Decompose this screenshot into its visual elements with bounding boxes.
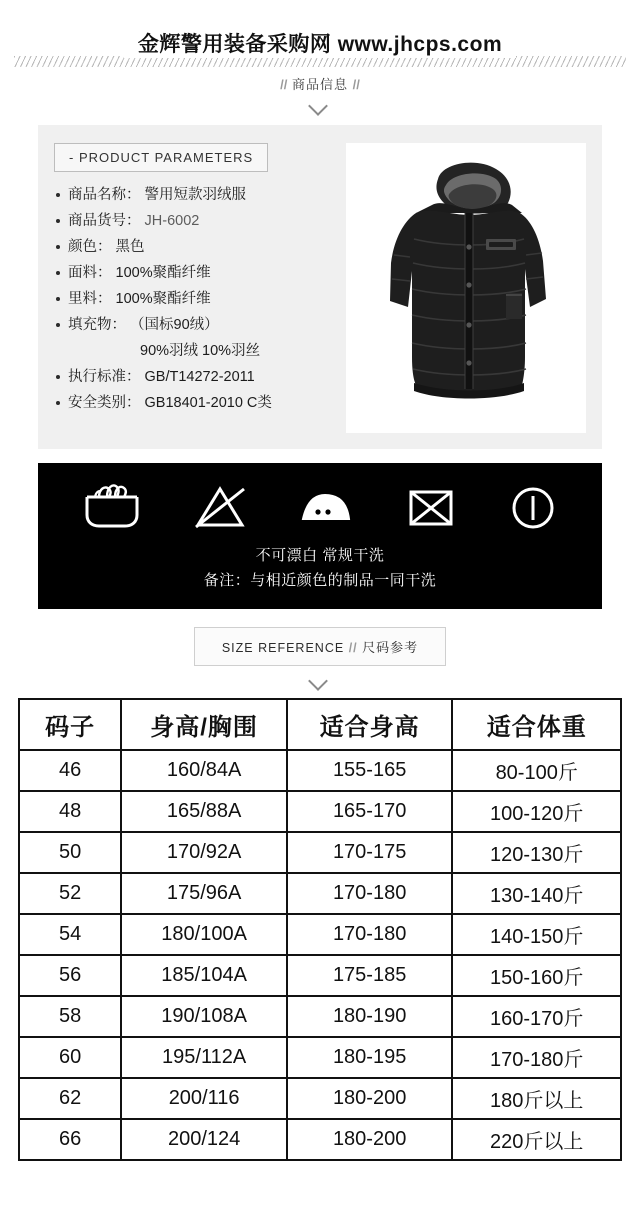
table-row	[19, 996, 621, 1037]
table-row	[19, 832, 621, 873]
do-not-tumble-dry-icon	[402, 481, 460, 533]
param-value: GB/T14272-2011	[144, 369, 255, 385]
table-cell: 165-170	[287, 791, 453, 832]
param-value: 90%羽绒 10%羽丝	[140, 343, 261, 359]
care-line-2: 备注：与相近颜色的制品一同干洗	[203, 572, 437, 589]
table-cell: 180-200	[287, 1078, 453, 1119]
size-reference-en: SIZE REFERENCE	[221, 641, 345, 655]
table-cell: 180斤以上	[452, 1078, 621, 1119]
table-cell: 190/108A	[121, 996, 287, 1037]
care-instructions-panel	[38, 463, 602, 609]
param-row	[54, 312, 338, 338]
param-key: 面料：	[68, 265, 112, 281]
param-key: 执行标准：	[68, 369, 141, 385]
param-value: （国标90绒）	[130, 317, 219, 333]
table-header-cell: 适合体重	[452, 699, 621, 750]
table-header-cell: 身高/胸围	[121, 699, 287, 750]
table-cell: 80-100斤	[452, 750, 621, 791]
param-row	[54, 234, 338, 260]
size-reference-label	[194, 627, 446, 666]
table-header-row	[19, 699, 621, 750]
parameters-title: - PRODUCT PARAMETERS	[54, 143, 268, 172]
table-cell: 160-170斤	[452, 996, 621, 1037]
table-row	[19, 955, 621, 996]
table-row	[19, 791, 621, 832]
table-cell: 140-150斤	[452, 914, 621, 955]
param-value: 黑色	[115, 239, 145, 255]
table-row	[19, 914, 621, 955]
param-value: GB18401-2010 C类	[144, 395, 272, 411]
table-cell: 175-185	[287, 955, 453, 996]
slash-separator: //	[348, 641, 358, 655]
table-cell: 48	[19, 791, 121, 832]
table-cell: 60	[19, 1037, 121, 1078]
table-cell: 175/96A	[121, 873, 287, 914]
param-value: 警用短款羽绒服	[144, 187, 247, 203]
table-cell: 58	[19, 996, 121, 1037]
param-row-continuation	[54, 338, 338, 364]
product-image	[346, 143, 586, 433]
table-cell: 170/92A	[121, 832, 287, 873]
page-header	[0, 0, 640, 113]
table-cell: 180/100A	[121, 914, 287, 955]
table-cell: 56	[19, 955, 121, 996]
chevron-down-icon	[307, 674, 333, 688]
table-cell: 150-160斤	[452, 955, 621, 996]
param-key: 颜色：	[68, 239, 112, 255]
table-cell: 54	[19, 914, 121, 955]
table-cell: 195/112A	[121, 1037, 287, 1078]
table-row	[19, 1078, 621, 1119]
table-cell: 52	[19, 873, 121, 914]
product-parameters-panel	[38, 125, 602, 449]
table-cell: 50	[19, 832, 121, 873]
param-row	[54, 364, 338, 390]
table-header-cell: 码子	[19, 699, 121, 750]
param-value: 100%聚酯纤维	[115, 265, 211, 281]
param-row	[54, 390, 338, 416]
table-cell: 180-190	[287, 996, 453, 1037]
param-row	[54, 286, 338, 312]
slash-left: //	[280, 77, 288, 92]
param-key: 填充物：	[68, 317, 126, 333]
table-cell: 62	[19, 1078, 121, 1119]
chevron-down-icon	[307, 99, 333, 113]
table-cell: 170-180	[287, 914, 453, 955]
hand-wash-icon	[79, 481, 145, 533]
table-cell: 160/84A	[121, 750, 287, 791]
param-value: JH-6002	[144, 213, 200, 229]
table-row	[19, 1119, 621, 1160]
table-row	[19, 750, 621, 791]
param-key: 商品名称：	[68, 187, 141, 203]
table-cell: 66	[19, 1119, 121, 1160]
jacket-illustration	[346, 143, 586, 433]
table-cell: 200/124	[121, 1119, 287, 1160]
param-row	[54, 208, 338, 234]
table-cell: 100-120斤	[452, 791, 621, 832]
subtitle-text: 商品信息	[291, 77, 348, 92]
table-cell: 170-180	[287, 873, 453, 914]
care-line-1: 不可漂白 常规干洗	[255, 547, 385, 564]
table-cell: 170-175	[287, 832, 453, 873]
table-cell: 220斤以上	[452, 1119, 621, 1160]
dry-clean-icon	[505, 481, 561, 533]
param-row	[54, 260, 338, 286]
param-key: 安全类别：	[68, 395, 141, 411]
parameters-list-column	[54, 143, 338, 433]
no-bleach-icon	[190, 481, 250, 533]
table-row	[19, 873, 621, 914]
table-cell: 165/88A	[121, 791, 287, 832]
param-key: 里料：	[68, 291, 112, 307]
size-table	[18, 698, 622, 1161]
parameters-list	[54, 182, 338, 416]
slash-right: //	[352, 77, 360, 92]
table-cell: 185/104A	[121, 955, 287, 996]
param-key: 商品货号：	[68, 213, 141, 229]
section-subtitle	[0, 74, 640, 93]
care-icon-row	[46, 477, 594, 543]
param-value: 100%聚酯纤维	[115, 291, 211, 307]
table-header-cell: 适合身高	[287, 699, 453, 750]
table-cell: 46	[19, 750, 121, 791]
iron-low-temp-icon	[295, 481, 357, 533]
param-row	[54, 182, 338, 208]
site-title: 金辉警用装备采购网 www.jhcps.com	[124, 28, 516, 58]
table-row	[19, 1037, 621, 1078]
table-cell: 200/116	[121, 1078, 287, 1119]
size-table-wrap	[18, 698, 622, 1161]
table-cell: 130-140斤	[452, 873, 621, 914]
table-cell: 180-195	[287, 1037, 453, 1078]
table-cell: 170-180斤	[452, 1037, 621, 1078]
size-reference-cn: 尺码参考	[362, 640, 419, 655]
table-cell: 120-130斤	[452, 832, 621, 873]
table-cell: 155-165	[287, 750, 453, 791]
table-cell: 180-200	[287, 1119, 453, 1160]
